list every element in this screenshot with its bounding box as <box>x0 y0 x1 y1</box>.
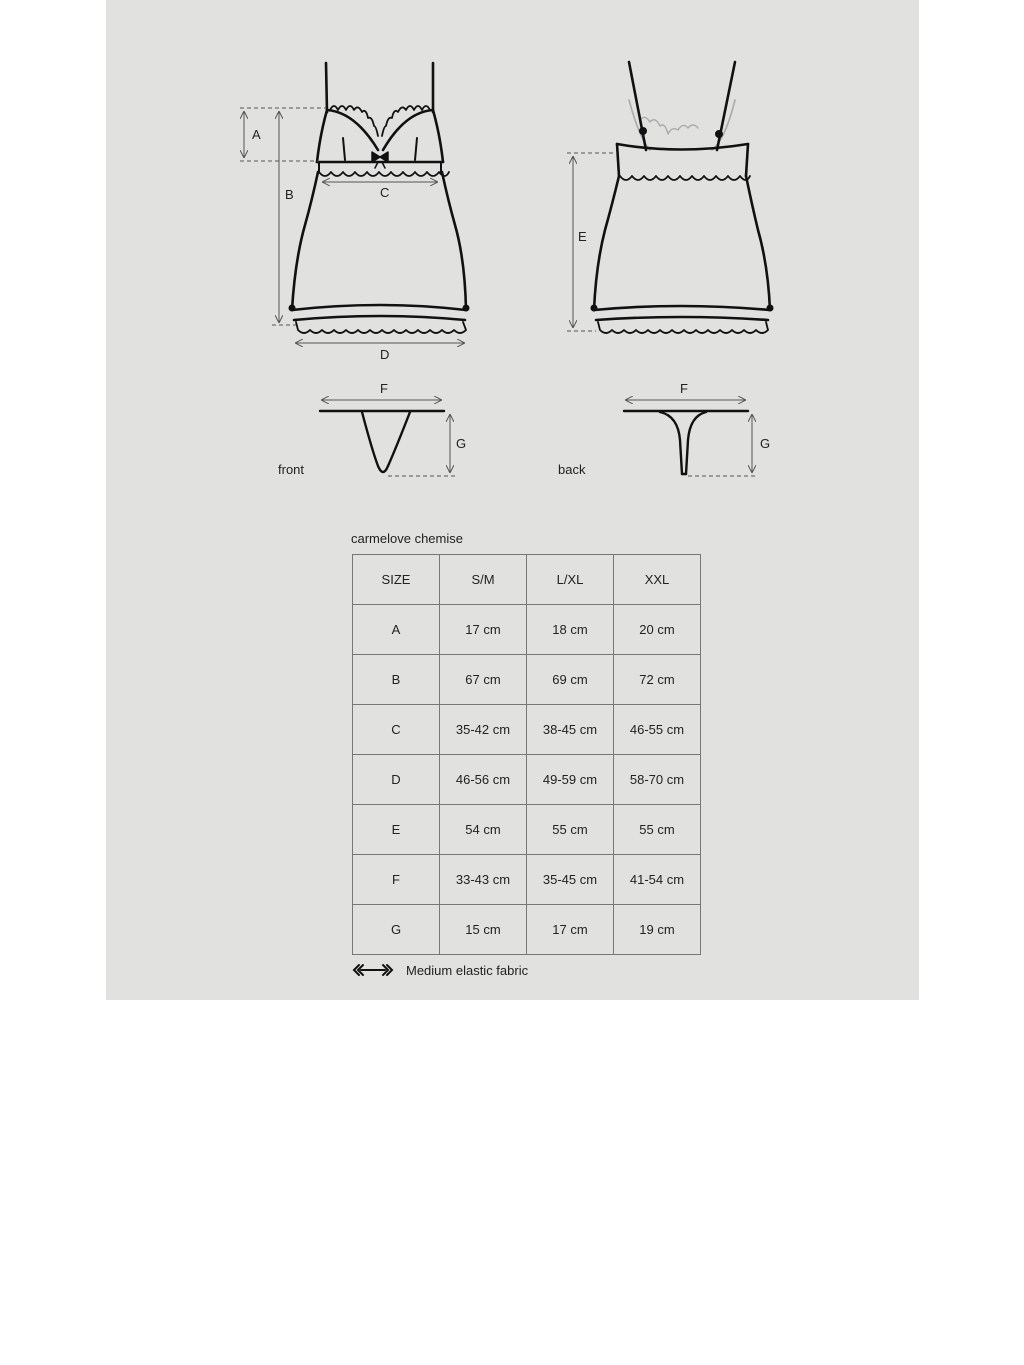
fabric-legend <box>352 960 528 980</box>
table-cell: 46-55 cm <box>614 705 701 755</box>
label-g-back: G <box>760 436 771 451</box>
table-cell: 33-43 cm <box>440 855 527 905</box>
table-caption: carmelove chemise <box>351 531 463 546</box>
back-dimension-lines <box>567 153 617 331</box>
table-cell: 55 cm <box>614 805 701 855</box>
table-row <box>353 805 701 855</box>
table-cell: 55 cm <box>527 805 614 855</box>
table-cell: A <box>353 605 440 655</box>
table-cell: 72 cm <box>614 655 701 705</box>
label-b: B <box>285 187 294 202</box>
table-cell: D <box>353 755 440 805</box>
label-a: A <box>252 127 261 142</box>
view-label-front: front <box>278 462 305 477</box>
legend-text: Medium elastic fabric <box>406 962 529 978</box>
table-cell: 35-42 cm <box>440 705 527 755</box>
table-row <box>353 605 701 655</box>
label-f-front: F <box>380 381 388 396</box>
label-f-back: F <box>680 381 688 396</box>
header-cell: XXL <box>614 555 701 605</box>
table-cell: 67 cm <box>440 655 527 705</box>
table-cell: 54 cm <box>440 805 527 855</box>
table-cell: F <box>353 855 440 905</box>
header-cell: L/XL <box>527 555 614 605</box>
table-cell: 46-56 cm <box>440 755 527 805</box>
table-row <box>353 655 701 705</box>
table-cell: 38-45 cm <box>527 705 614 755</box>
label-d: D <box>380 347 390 362</box>
table-row <box>353 905 701 955</box>
chemise-back-drawing <box>591 62 773 333</box>
table-cell: C <box>353 705 440 755</box>
table-cell: 17 cm <box>440 605 527 655</box>
chemise-front-drawing <box>289 63 469 333</box>
table-cell: 69 cm <box>527 655 614 705</box>
header-cell: SIZE <box>353 555 440 605</box>
table-header-row <box>353 555 701 605</box>
table-cell: E <box>353 805 440 855</box>
elastic-fabric-icon <box>352 963 394 977</box>
table-cell: 20 cm <box>614 605 701 655</box>
header-cell: S/M <box>440 555 527 605</box>
measurement-diagram <box>0 0 1024 520</box>
table-cell: B <box>353 655 440 705</box>
label-e: E <box>578 229 587 244</box>
table-cell: 19 cm <box>614 905 701 955</box>
table-row <box>353 855 701 905</box>
table-cell: 18 cm <box>527 605 614 655</box>
table-cell: 15 cm <box>440 905 527 955</box>
table-cell: G <box>353 905 440 955</box>
table-cell: 58-70 cm <box>614 755 701 805</box>
table-cell: 17 cm <box>527 905 614 955</box>
table-cell: 35-45 cm <box>527 855 614 905</box>
table-row <box>353 705 701 755</box>
table-cell: 49-59 cm <box>527 755 614 805</box>
table-row <box>353 755 701 805</box>
view-label-back: back <box>558 462 586 477</box>
label-c: C <box>380 185 390 200</box>
thong-back-drawing <box>624 411 748 474</box>
size-table <box>352 554 701 955</box>
label-g-front: G <box>456 436 467 451</box>
table-cell: 41-54 cm <box>614 855 701 905</box>
thong-front-drawing <box>320 411 444 472</box>
